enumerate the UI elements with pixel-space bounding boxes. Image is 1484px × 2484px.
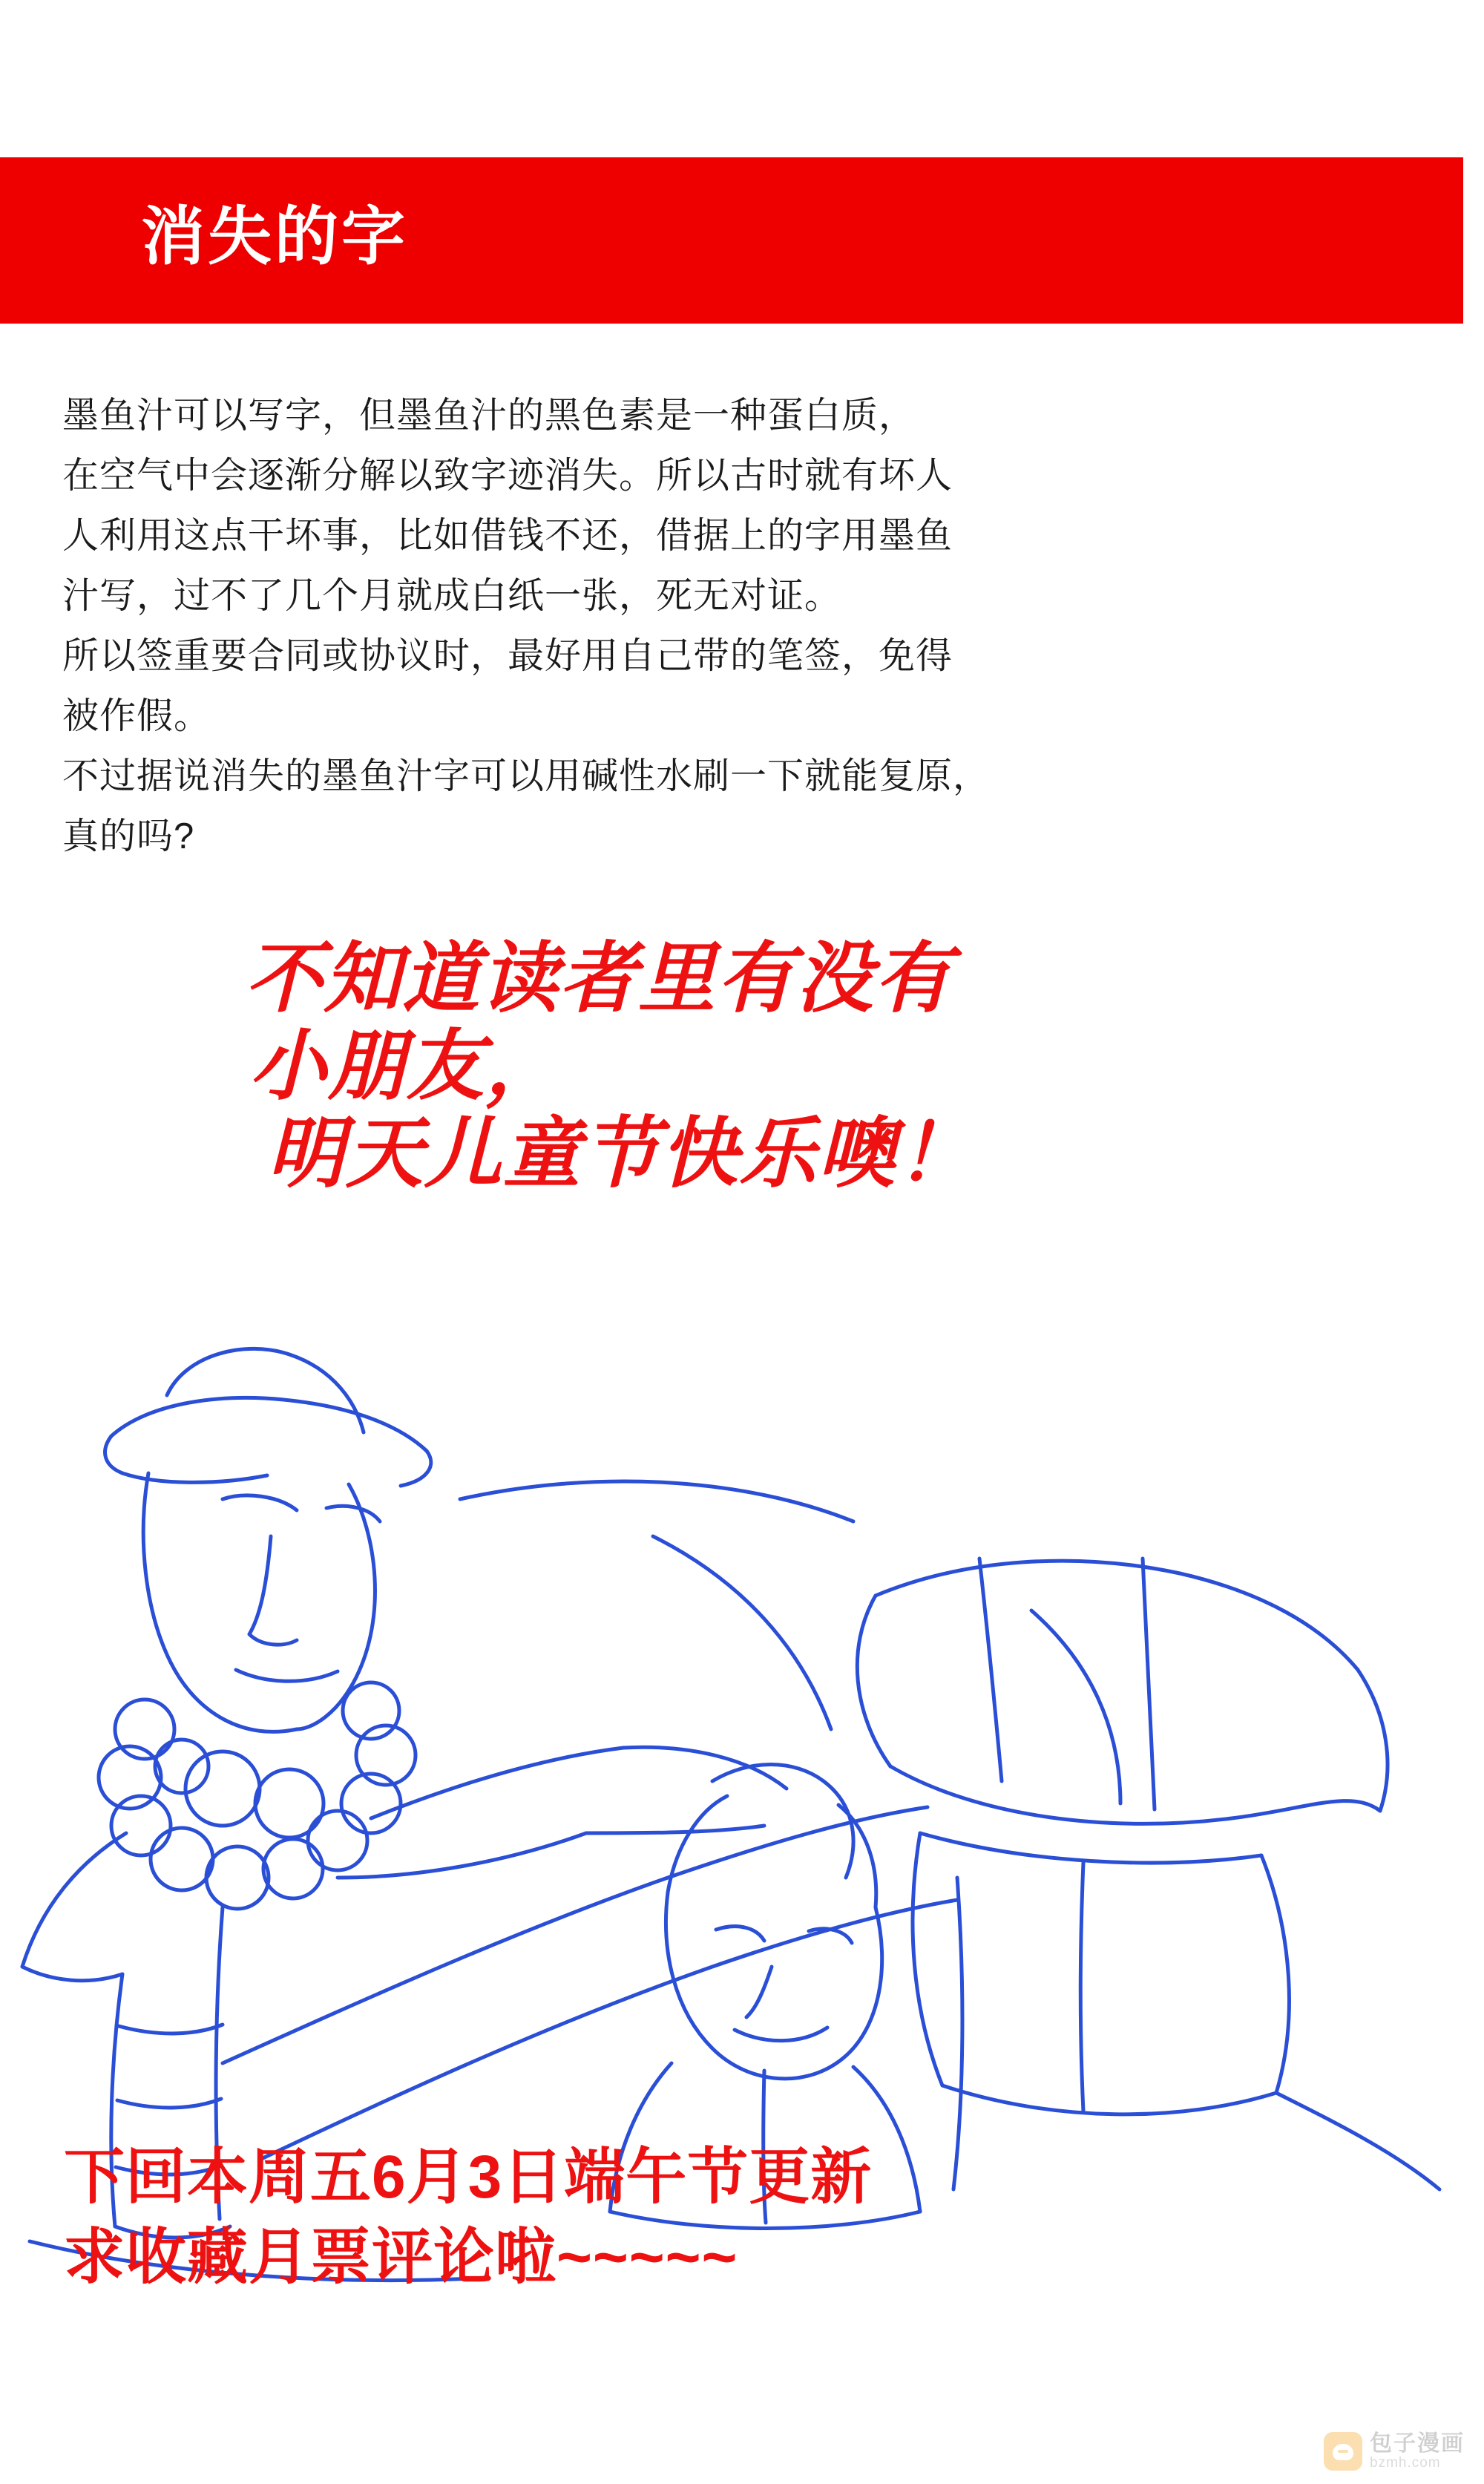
body-line: 不过据说消失的墨鱼汁字可以用碱性水刷一下就能复原，	[62, 756, 991, 796]
child-eye-left	[716, 1927, 764, 1941]
body-line: 真的吗?	[62, 816, 195, 856]
greeting-line: 明天儿童节快乐噢！	[267, 1111, 976, 1197]
lowerbox-left	[913, 1833, 942, 2085]
lowerbox-top	[920, 1833, 1261, 1863]
greeting-line: 小朋友，	[249, 1023, 565, 1110]
greeting-text-block	[245, 935, 1432, 1198]
lowerbox-right	[1261, 1855, 1289, 2093]
board-inner-line-1	[979, 1559, 1002, 1781]
watermark-text	[1370, 2432, 1465, 2470]
body-line: 汁写，过不了几个月就成白纸一张，死无对证。	[62, 576, 842, 616]
board-left	[857, 1596, 890, 1766]
bg-stroke-1	[460, 1481, 853, 1521]
bg-stroke-6	[1031, 1610, 1120, 1803]
greeting-line: 不知道读者里有没有	[245, 936, 953, 1022]
body-line: 所以签重要合同或协议时，最好用自己带的笔签，免得	[62, 636, 953, 676]
footer-announcement	[64, 2137, 1437, 2298]
hat-brim-edge	[401, 1451, 431, 1486]
board-right	[1358, 1670, 1388, 1811]
eye-right	[326, 1506, 380, 1521]
board-inner-line-2	[1143, 1559, 1155, 1809]
arm-lower	[338, 1833, 586, 1878]
watermark-en: bzmh.com	[1370, 2454, 1441, 2471]
hat-crown	[167, 1348, 364, 1432]
body-line: 墨鱼汁可以写字，但墨鱼汁的黑色素是一种蛋白质，	[62, 396, 916, 436]
face-outline-right	[297, 1484, 375, 1729]
body-text-block	[62, 386, 1339, 867]
bun-logo-icon	[1324, 2432, 1362, 2471]
bg-stroke-2	[653, 1536, 831, 1729]
face-outline-left	[143, 1473, 297, 1731]
forearm-bottom	[586, 1826, 764, 1833]
footer-line: 下回本周五6月3日端午节更新	[64, 2143, 873, 2211]
hat-brim-lower	[105, 1436, 267, 1482]
robe-fold-1	[119, 2025, 223, 2034]
body-line: 被作假。	[62, 696, 211, 736]
child-eye-right	[809, 1929, 852, 1943]
watermark-cn: 包子漫画	[1370, 2431, 1465, 2457]
nose	[249, 1536, 297, 1645]
body-line: 在空气中会逐渐分解以致字迹消失。所以古时就有坏人	[62, 456, 953, 496]
robe-fold-2	[117, 2099, 221, 2108]
page-title: 消失的字	[141, 201, 408, 272]
shoulder-left	[22, 1833, 126, 1967]
eye-left	[223, 1495, 297, 1510]
bead-necklace	[99, 1682, 416, 1909]
child-mouth	[735, 2028, 827, 2041]
board-top	[876, 1561, 1358, 1670]
child-head	[666, 1893, 882, 2079]
body-line: 人利用这点干坏事，比如借钱不还，借据上的字用墨鱼	[62, 516, 953, 556]
lowerbox-divider	[1080, 1863, 1083, 2111]
mouth	[236, 1670, 338, 1681]
paper-edge-upper	[223, 1807, 928, 2063]
footer-line: 求收藏月票评论啦~~~~~	[64, 2224, 738, 2291]
hat-brim	[111, 1397, 427, 1451]
title-banner	[0, 157, 1463, 324]
watermark	[1324, 2432, 1465, 2471]
child-nose	[746, 1967, 772, 2017]
child-head-left	[668, 1796, 727, 1893]
forearm-top	[623, 1747, 787, 1789]
child-hood	[712, 1765, 853, 1878]
paper-edge-lower	[260, 1900, 957, 2160]
arm-upper	[371, 1748, 623, 1818]
lowerbox-bottom	[942, 2085, 1276, 2114]
board-bottom	[890, 1766, 1380, 1823]
sleeve-left	[22, 1967, 122, 1981]
